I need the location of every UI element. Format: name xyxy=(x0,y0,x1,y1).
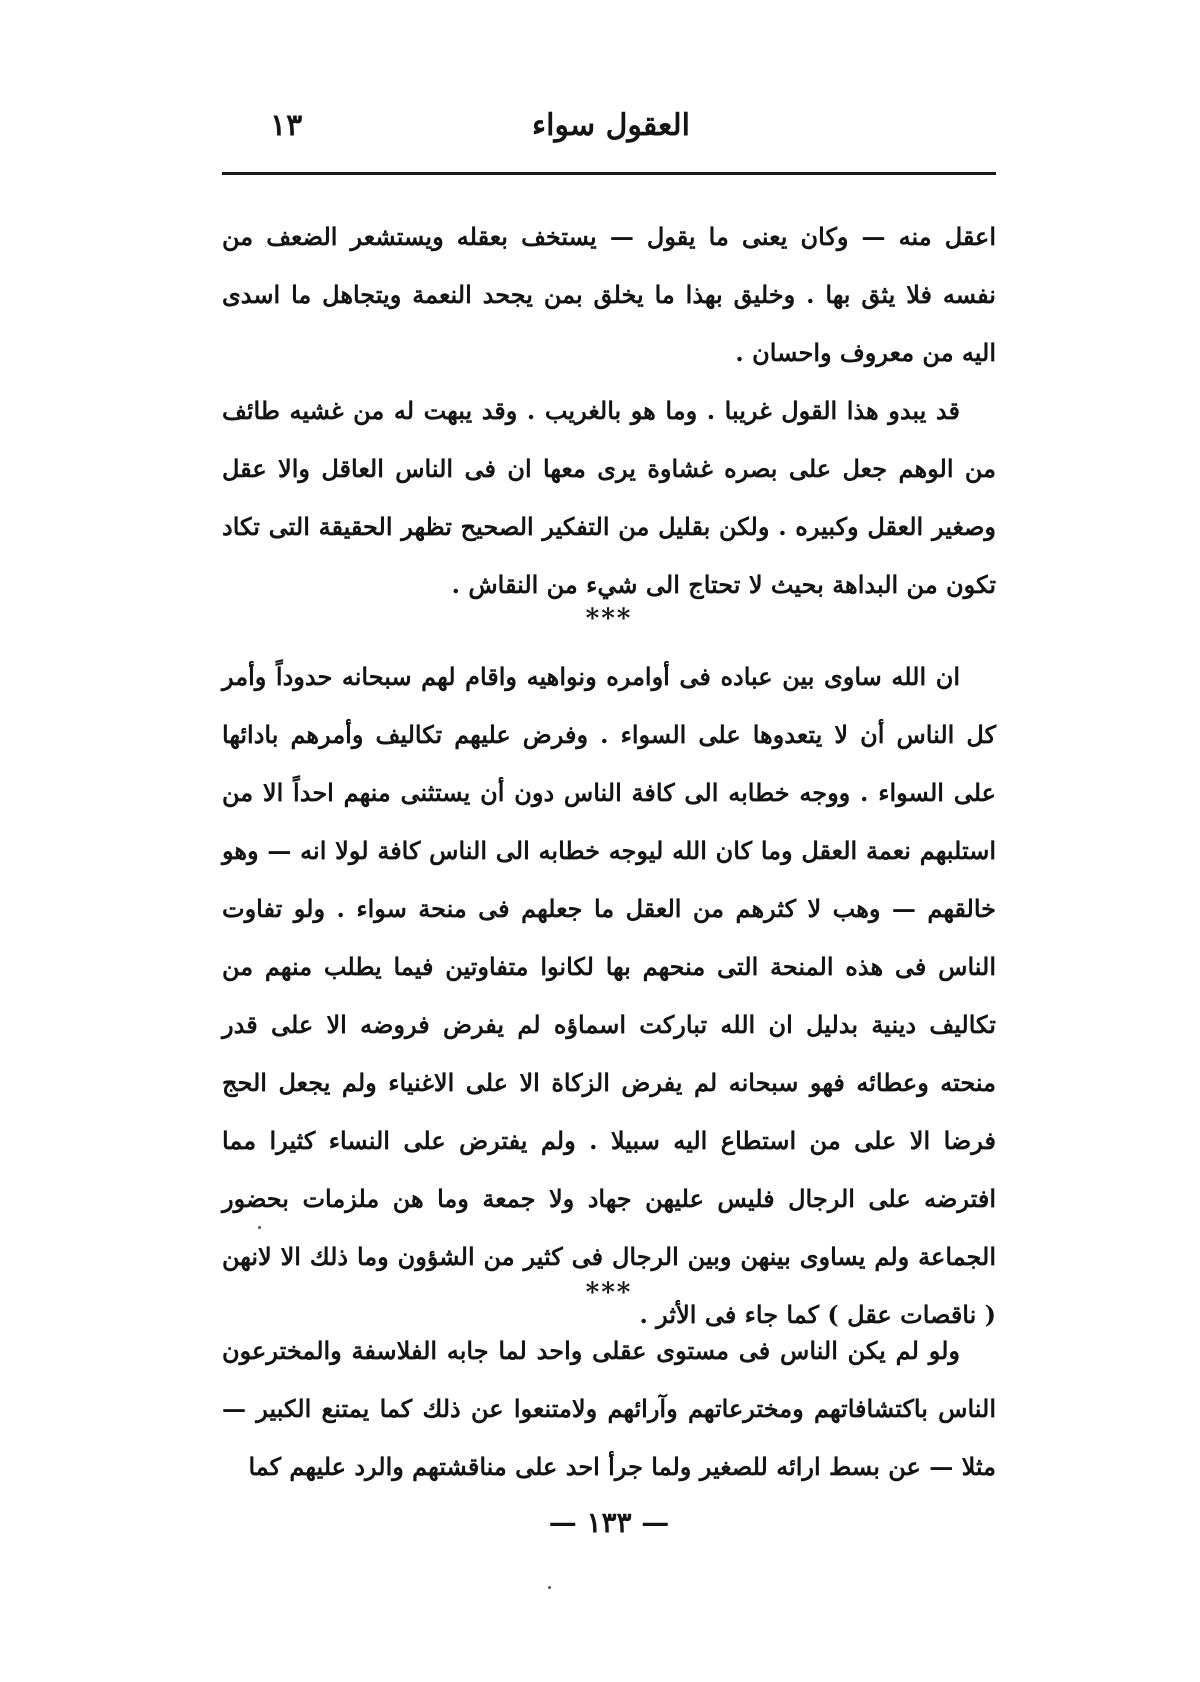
paragraph: ولو لم يكن الناس فى مستوى عقلى واحد لما جابه الفلاسفة والمخترعون الناس باكتشافاتهم ومخترعاتهم وآرائهم ولامتنعوا عن ذلك كما يمتنع الكبير — مثلا — عن بسط ارائه للصغير ولما جرأ احد على مناقشتهم والرد عليهم كما xyxy=(222,1336,997,1481)
section-separator: *** xyxy=(585,604,633,634)
running-title: العقول سواء xyxy=(532,108,690,143)
header-rule xyxy=(222,172,996,175)
paragraph: اعقل منه — وكان يعنى ما يقول — يستخف بعقله ويستشعر الضعف من نفسه فلا يثق بها . وخليق بهذا ما يخلق بمن يجحد النعمة ويتجاهل ما اسدى اليه من معروف واحسان . xyxy=(222,222,996,367)
text-section-2 xyxy=(222,648,996,1344)
running-head xyxy=(270,108,690,158)
paragraph: قد يبدو هذا القول غريبا . وما هو بالغريب . وقد يبهت له من غشيه طائف من الوهم جعل على بصره غشاوة يرى معها ان فى الناس العاقل والا عقل وصغير العقل وكبيره . ولكن بقليل من التفكير الصحيح تظهر الحقيقة التى تكاد تكون من البداهة بحيث لا تحتاج الى شيء من النقاش . xyxy=(222,396,997,599)
text-section-1 xyxy=(222,208,996,614)
print-speck xyxy=(548,1586,551,1589)
footer-page-number: — ١٣٣ — xyxy=(548,1506,670,1539)
print-speck xyxy=(258,1226,261,1229)
header-page-number: ١٣ xyxy=(270,108,303,143)
paragraph: ان الله ساوى بين عباده فى أوامره ونواهيه واقام لهم سبحانه حدوداً وأمر كل الناس أن لا يتعدوها على السواء . وفرض عليهم تكاليف وأمرهم بادائها على السواء . ووجه خطابه الى كافة الناس دون أن يستثنى منهم احداً الا من استلبهم نعمة العقل وما كان الله ليوجه خطابه الى الناس كافة لولا انه — وهو خالقهم — وهب لا كثرهم من العقل ما جعلهم فى منحة سواء . ولو تفاوت الناس فى هذه المنحة التى منحهم بها لكانوا متفاوتين فيما يطلب منهم من تكاليف دينية بدليل ان الله تباركت اسماؤه لم يفرض فروضه الا على قدر منحته وعطائه فهو سبحانه لم يفرض الزكاة الا على الاغنياء ولم يجعل الحج فرضا الا على من استطاع اليه سبيلا . ولم يفترض على النساء كثيرا مما افترضه على الرجال فليس عليهن جهاد ولا جمعة وما هن ملزمات بحضور الجماعة ولم يساوى بينهن وبين الرجال فى كثير من الشؤون وما ذلك الا لانهن ( ناقصات عقل ) كما جاء فى الأثر . xyxy=(222,662,997,1329)
section-separator: *** xyxy=(585,1278,633,1308)
text-section-3 xyxy=(222,1322,996,1496)
